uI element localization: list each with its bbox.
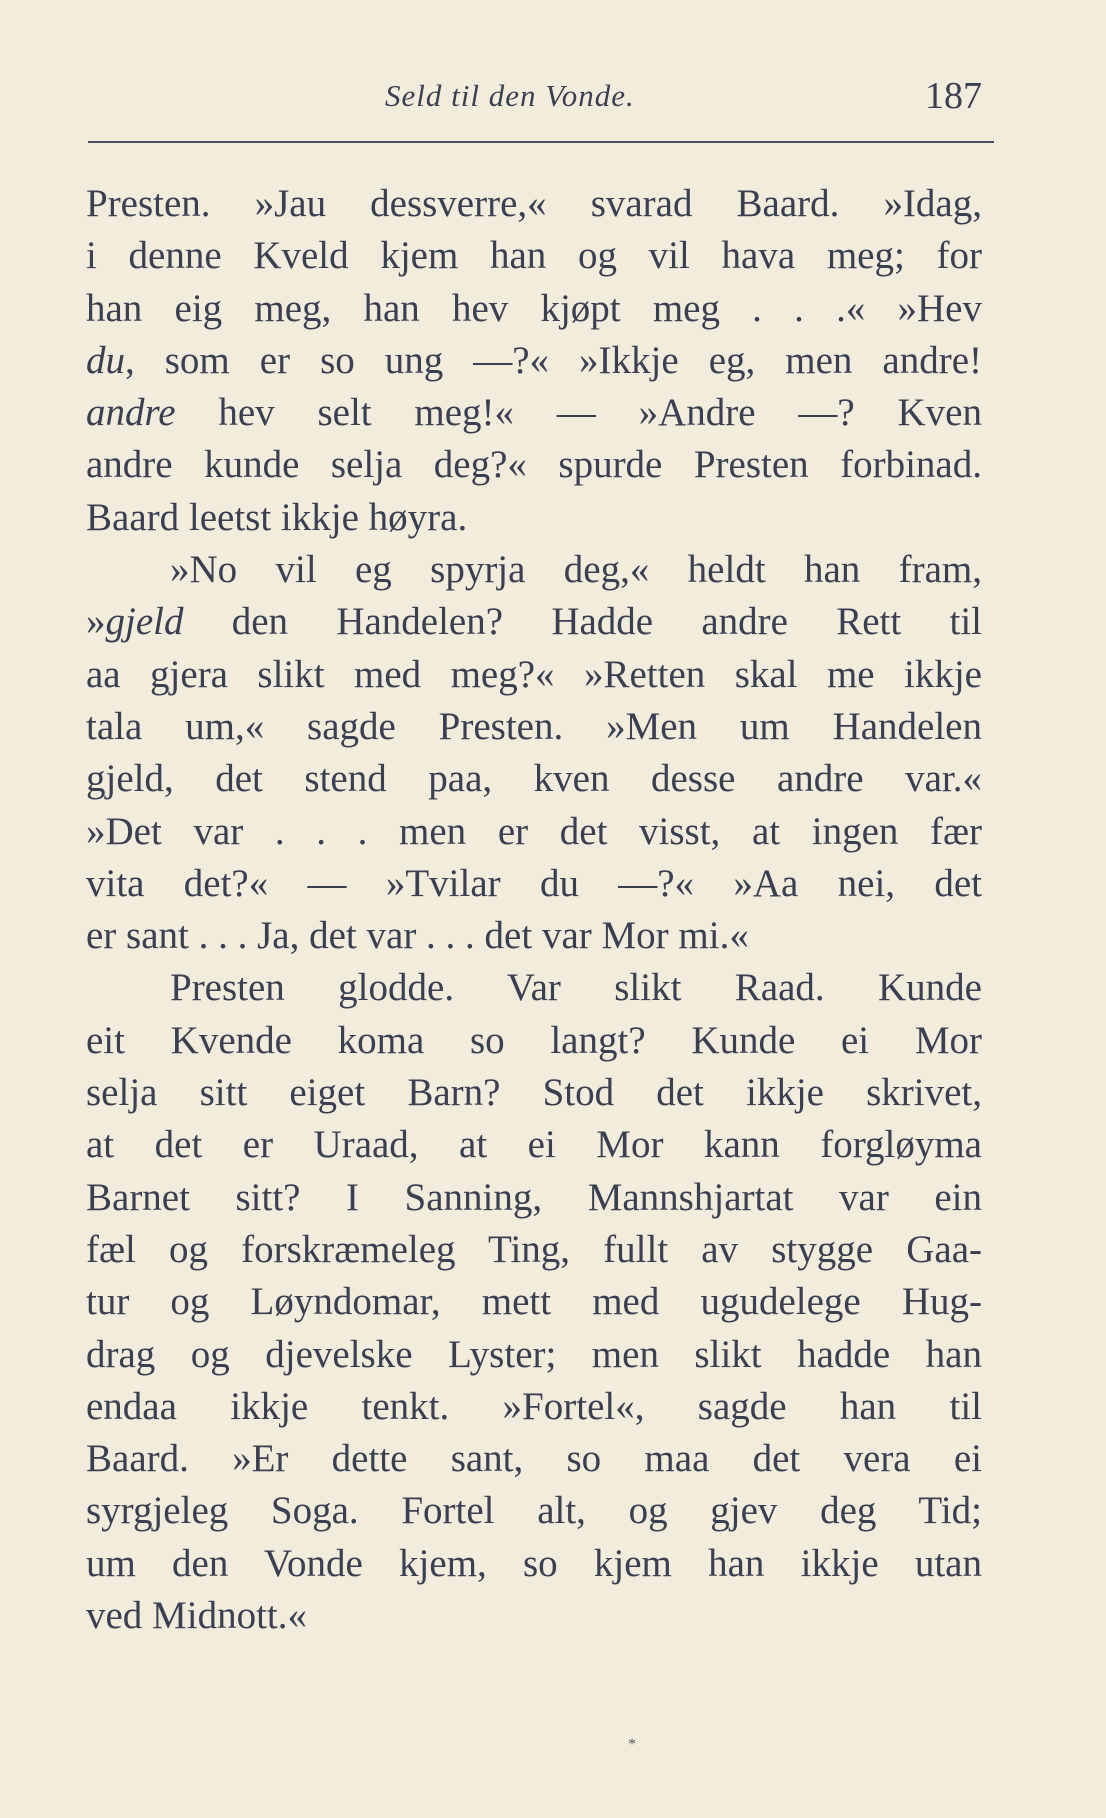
text-segment: at det er Uraad, at ei Mor kann forgløyma [86, 1123, 982, 1167]
text-line [86, 283, 982, 335]
text-line [86, 230, 982, 282]
text-line [86, 962, 982, 1014]
text-segment: eit Kvende koma so langt? Kunde ei Mor [86, 1018, 982, 1062]
text-segment: selja sitt eiget Barn? Stod det ikkje skrivet, [86, 1071, 982, 1115]
text-segment: um den Vonde kjem, so kjem han ikkje utan [86, 1541, 982, 1585]
text-line [86, 178, 982, 230]
text-segment: andre kunde selja deg?« spurde Presten forbinad. [86, 443, 982, 487]
text-line [86, 1485, 982, 1537]
italic-word: du [86, 338, 125, 382]
text-segment: fæl og forskræmeleg Ting, fullt av stygge Gaa- [86, 1227, 982, 1271]
running-head [0, 75, 1106, 128]
text-segment: drag og djevelske Lyster; men slikt hadde han [86, 1332, 982, 1376]
text-line [86, 387, 982, 439]
text-line [86, 1538, 982, 1590]
text-segment: » [86, 600, 106, 644]
text-line [86, 544, 982, 596]
text-segment: »No vil eg spyrja deg,« heldt han fram, [170, 548, 982, 592]
text-line [86, 1276, 982, 1328]
text-line [86, 1015, 982, 1067]
italic-word: gjeld [105, 600, 184, 644]
text-segment: Presten glodde. Var slikt Raad. Kunde [170, 966, 982, 1010]
text-segment: Presten. »Jau dessverre,« svarad Baard. »Idag, [86, 182, 982, 225]
text-line [86, 806, 982, 858]
italic-word: andre [86, 391, 176, 435]
text-line [86, 1224, 982, 1276]
body-text [86, 178, 982, 1642]
text-segment: »Det var . . . men er det visst, at ingen fær [86, 809, 982, 853]
text-segment: Baard. »Er dette sant, so maa det vera ei [86, 1437, 982, 1481]
text-line [86, 1119, 982, 1171]
text-line [86, 910, 982, 962]
text-segment: aa gjera slikt med meg?« »Retten skal me ikkje [86, 652, 982, 696]
text-line [86, 439, 982, 491]
text-line [86, 753, 982, 805]
bottom-mark: * [628, 1736, 636, 1753]
text-segment: , som er so ung —?« »Ikkje eg, men andre! [125, 338, 982, 382]
text-segment: tala um,« sagde Presten. »Men um Handelen [86, 704, 982, 748]
text-line [86, 1381, 982, 1433]
text-segment: Barnet sitt? I Sanning, Mannshjartat var ein [86, 1175, 982, 1219]
text-segment: Baard leetst ikkje høyra. [86, 495, 468, 539]
text-line [86, 858, 982, 910]
text-line [86, 1433, 982, 1485]
running-title: Seld til den Vonde. [385, 78, 635, 113]
page-number: 187 [925, 75, 982, 117]
text-segment: endaa ikkje tenkt. »Fortel«, sagde han til [86, 1384, 982, 1428]
text-segment: den Handelen? Hadde andre Rett til [183, 600, 982, 644]
text-line [86, 1172, 982, 1224]
text-segment: hev selt meg!« — »Andre —? Kven [175, 391, 982, 435]
text-segment: gjeld, det stend paa, kven desse andre var.« [86, 757, 982, 801]
text-line [86, 701, 982, 753]
text-segment: i denne Kveld kjem han og vil hava meg; for [86, 234, 982, 278]
text-line [86, 649, 982, 701]
text-segment: er sant . . . Ja, det var . . . det var Mor mi.« [86, 914, 749, 958]
text-segment: syrgjeleg Soga. Fortel alt, og gjev deg Tid; [86, 1489, 982, 1533]
text-segment: vita det?« — »Tvilar du —?« »Aa nei, det [86, 861, 982, 905]
text-line [86, 596, 982, 648]
text-line [86, 1590, 982, 1642]
text-segment: ved Midnott.« [86, 1594, 307, 1638]
text-line [86, 1067, 982, 1119]
text-line [86, 492, 982, 544]
text-segment: tur og Løyndomar, mett med ugudelege Hug- [86, 1280, 982, 1324]
text-line [86, 1329, 982, 1381]
header-rule [88, 141, 994, 143]
text-line [86, 335, 982, 387]
text-segment: han eig meg, han hev kjøpt meg . . .« »Hev [86, 286, 982, 330]
